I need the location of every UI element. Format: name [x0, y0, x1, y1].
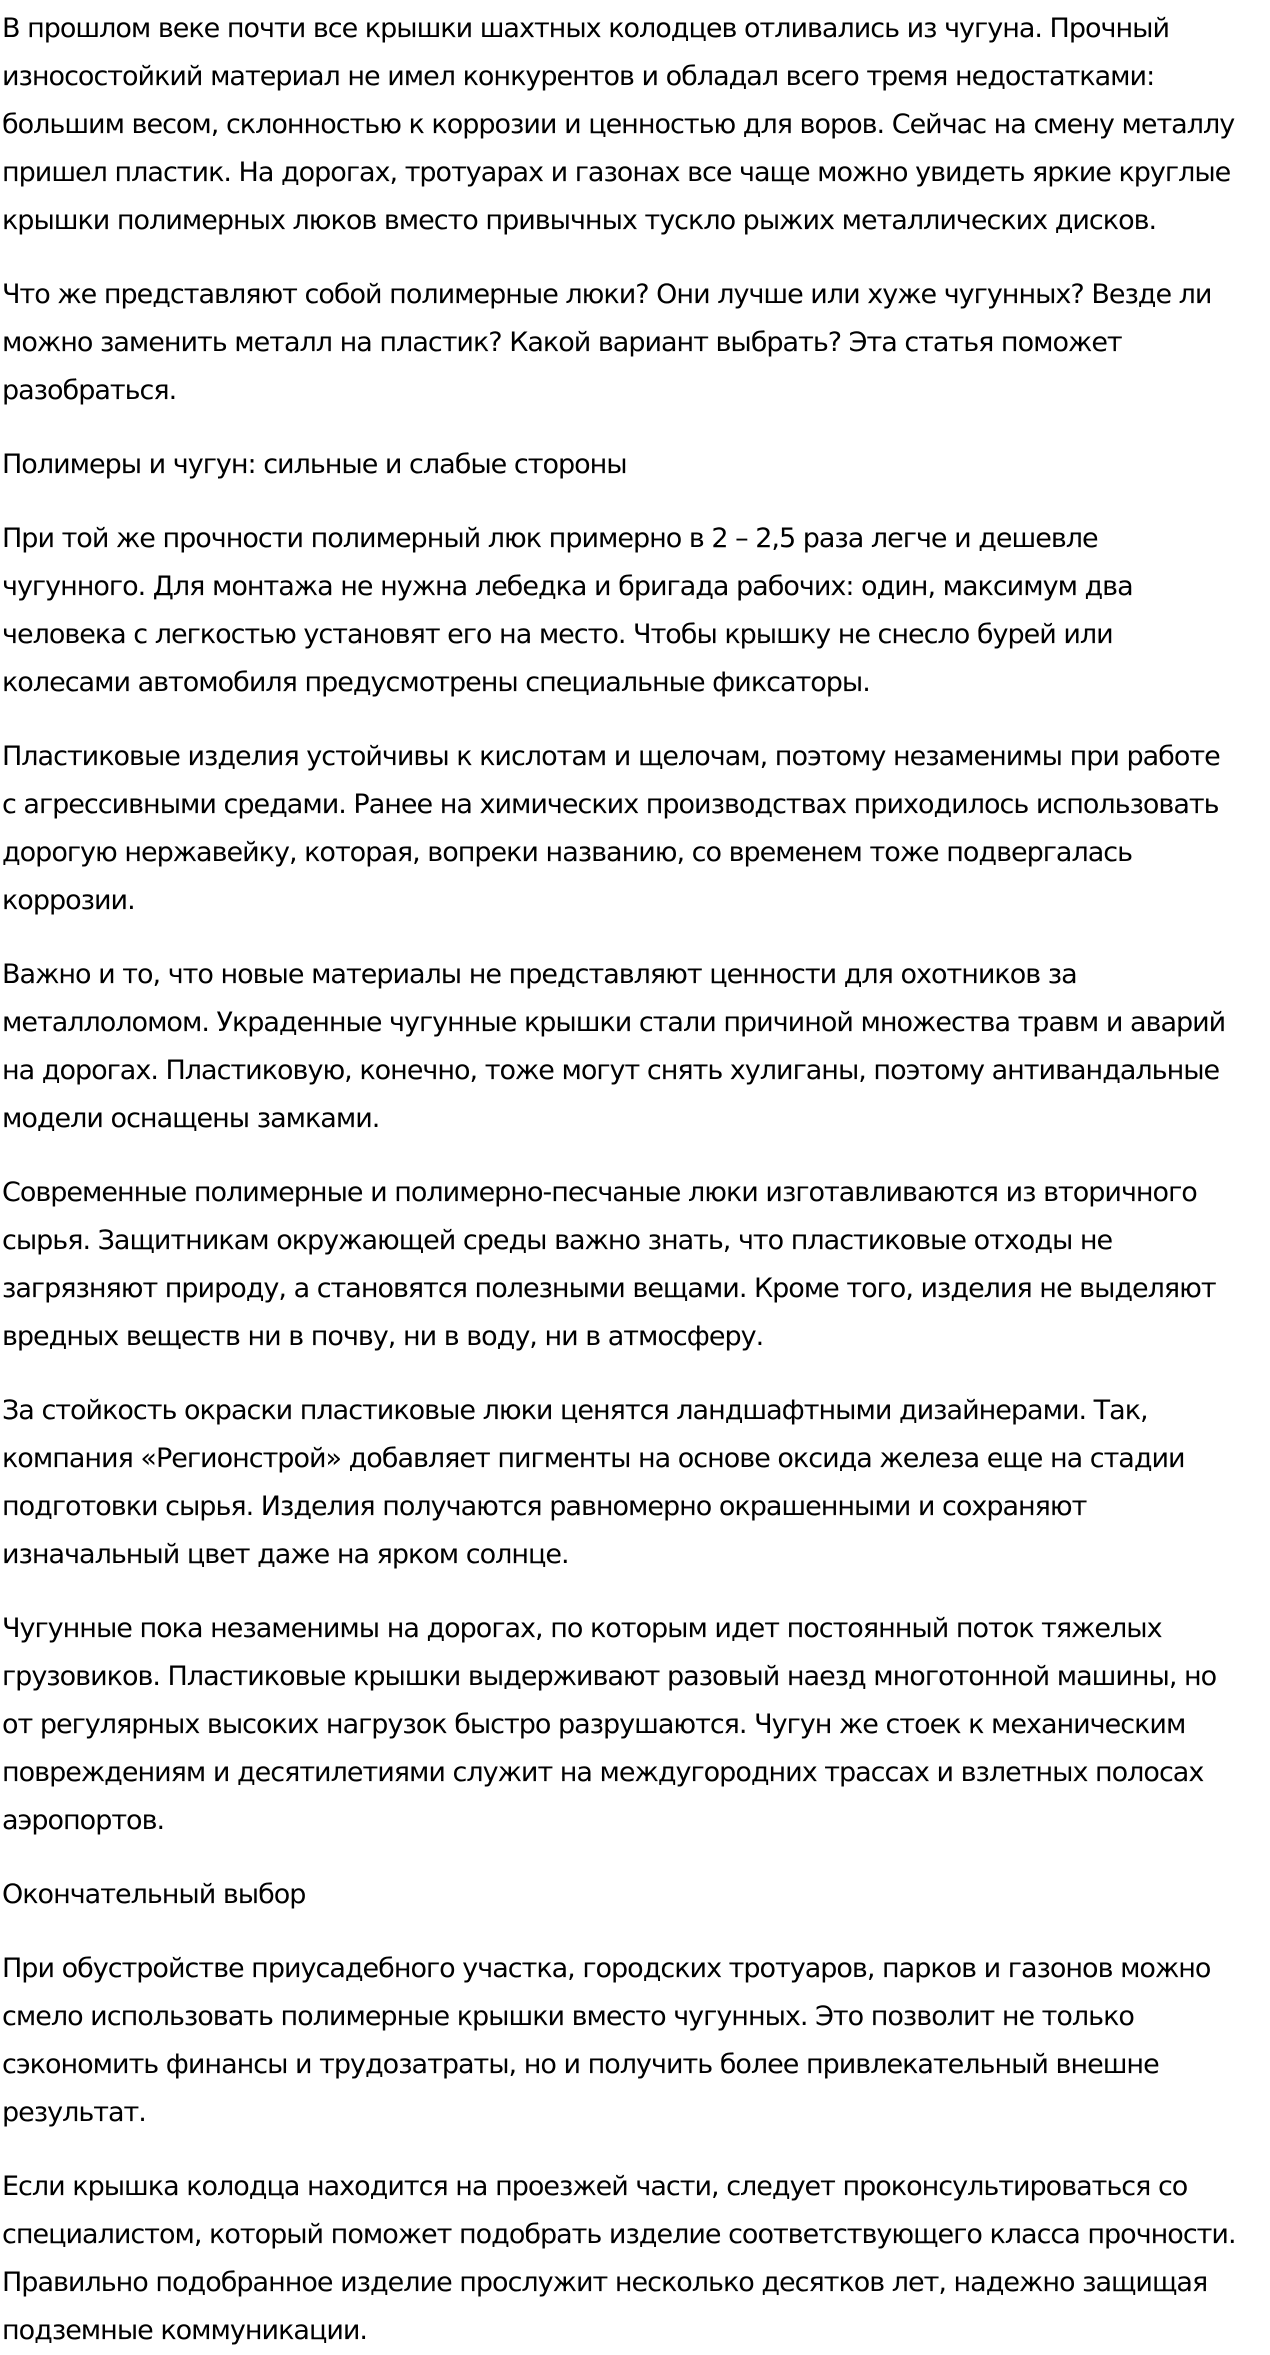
paragraph — [2, 1387, 1268, 1579]
text-line: разобраться. — [2, 375, 177, 406]
text-line: Правильно подобранное изделие прослужит несколько десятков лет, надежно защищая — [2, 2267, 1208, 2298]
text-line: от регулярных высоких нагрузок быстро разрушаются. Чугун же стоек к механическим — [2, 1709, 1186, 1740]
text-line: Что же представляют собой полимерные люки? Они лучше или хуже чугунных? Везде ли — [2, 279, 1212, 310]
text-line: на дорогах. Пластиковую, конечно, тоже могут снять хулиганы, поэтому антивандальные — [2, 1055, 1220, 1086]
text-line: дорогую нержавейку, которая, вопреки названию, со временем тоже подвергалась — [2, 837, 1133, 868]
text-line: износостойкий материал не имел конкурентов и обладал всего тремя недостатками: — [2, 61, 1155, 92]
paragraph — [2, 271, 1268, 415]
text-line: изначальный цвет даже на ярком солнце. — [2, 1539, 569, 1570]
paragraph — [2, 2163, 1268, 2355]
text-line: аэропортов. — [2, 1805, 165, 1836]
paragraph — [2, 951, 1268, 1143]
text-line: пришел пластик. На дорогах, тротуарах и газонах все чаще можно увидеть яркие круглые — [2, 157, 1231, 188]
paragraph — [2, 5, 1268, 245]
paragraph — [2, 1605, 1268, 1845]
section-heading — [2, 1871, 1268, 1919]
text-line: модели оснащены замками. — [2, 1103, 380, 1134]
text-line: с агрессивными средами. Ранее на химических производствах приходилось использовать — [2, 789, 1219, 820]
text-line: загрязняют природу, а становятся полезными вещами. Кроме того, изделия не выделяют — [2, 1273, 1216, 1304]
text-line: смело использовать полимерные крышки вместо чугунных. Это позволит не только — [2, 2001, 1134, 2032]
text-line: коррозии. — [2, 885, 135, 916]
text-line: специалистом, который поможет подобрать изделие соответствующего класса прочности. — [2, 2219, 1236, 2250]
paragraph — [2, 1945, 1268, 2137]
text-line: грузовиков. Пластиковые крышки выдерживают разовый наезд многотонной машины, но — [2, 1661, 1217, 1692]
text-line: За стойкость окраски пластиковые люки ценятся ландшафтными дизайнерами. Так, — [2, 1395, 1148, 1426]
text-line: сырья. Защитникам окружающей среды важно знать, что пластиковые отходы не — [2, 1225, 1113, 1256]
text-line: подготовки сырья. Изделия получаются равномерно окрашенными и сохраняют — [2, 1491, 1087, 1522]
text-line: подземные коммуникации. — [2, 2315, 367, 2346]
text-line: При обустройстве приусадебного участка, городских тротуаров, парков и газонов можно — [2, 1953, 1211, 1984]
text-line: можно заменить металл на пластик? Какой вариант выбрать? Эта статья поможет — [2, 327, 1122, 358]
paragraph — [2, 1169, 1268, 1361]
text-line: крышки полимерных люков вместо привычных тускло рыжих металлических дисков. — [2, 205, 1157, 236]
text-line: металлоломом. Украденные чугунные крышки стали причиной множества травм и аварий — [2, 1007, 1226, 1038]
text-line: колесами автомобиля предусмотрены специальные фиксаторы. — [2, 667, 870, 698]
paragraph — [2, 515, 1268, 707]
text-line: компания «Регионстрой» добавляет пигменты на основе оксида железа еще на стадии — [2, 1443, 1185, 1474]
text-line: Пластиковые изделия устойчивы к кислотам и щелочам, поэтому незаменимы при работе — [2, 741, 1220, 772]
text-line: человека с легкостью установят его на место. Чтобы крышку не снесло бурей или — [2, 619, 1113, 650]
text-line: большим весом, склонностью к коррозии и ценностью для воров. Сейчас на смену металлу — [2, 109, 1235, 140]
text-line: сэкономить финансы и трудозатраты, но и получить более привлекательный внешне — [2, 2049, 1159, 2080]
text-line: В прошлом веке почти все крышки шахтных колодцев отливались из чугуна. Прочный — [2, 13, 1169, 44]
text-line: чугунного. Для монтажа не нужна лебедка и бригада рабочих: один, максимум два — [2, 571, 1133, 602]
text-line: Полимеры и чугун: сильные и слабые стороны — [2, 449, 627, 480]
section-heading — [2, 441, 1268, 489]
text-line: При той же прочности полимерный люк примерно в 2 – 2,5 раза легче и дешевле — [2, 523, 1098, 554]
paragraph — [2, 733, 1268, 925]
text-line: Современные полимерные и полимерно-песчаные люки изготавливаются из вторичного — [2, 1177, 1197, 1208]
text-line: вредных веществ ни в почву, ни в воду, ни в атмосферу. — [2, 1321, 764, 1352]
text-line: Окончательный выбор — [2, 1879, 306, 1910]
text-line: Важно и то, что новые материалы не представляют ценности для охотников за — [2, 959, 1077, 990]
text-line: повреждениям и десятилетиями служит на междугородних трассах и взлетных полосах — [2, 1757, 1204, 1788]
text-line: Чугунные пока незаменимы на дорогах, по которым идет постоянный поток тяжелых — [2, 1613, 1162, 1644]
text-line: Если крышка колодца находится на проезжей части, следует проконсультироваться со — [2, 2171, 1188, 2202]
text-line: результат. — [2, 2097, 146, 2128]
